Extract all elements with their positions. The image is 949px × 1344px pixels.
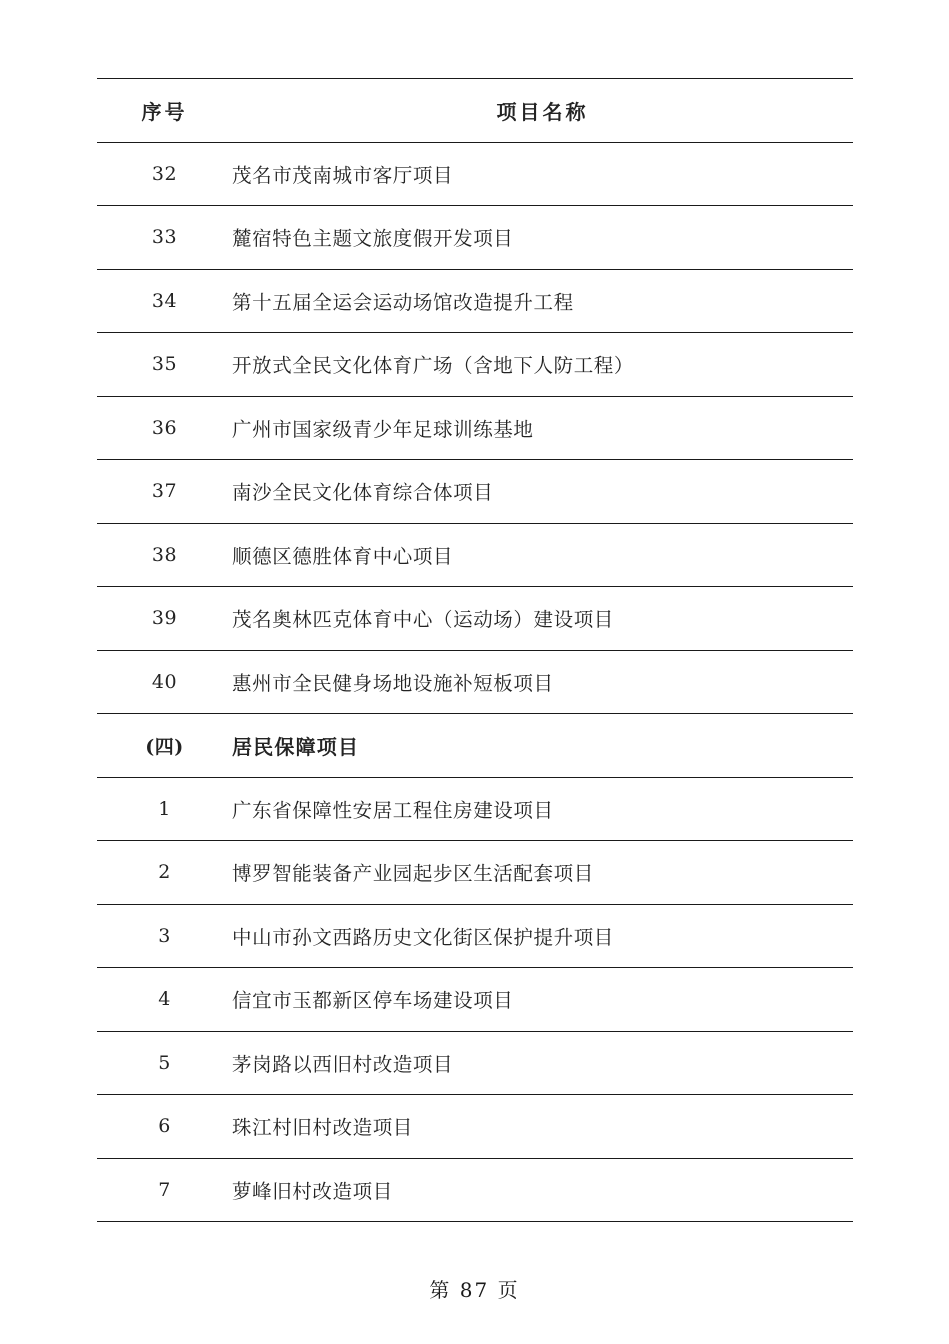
table-row [97, 904, 853, 968]
table-row [97, 269, 853, 333]
column-header-project-name: 项目名称 [232, 79, 853, 143]
cell-serial-number: 6 [97, 1095, 232, 1159]
cell-serial-number: 40 [97, 650, 232, 714]
cell-serial-number: 3 [97, 904, 232, 968]
table-row [97, 206, 853, 270]
cell-project-name: 萝峰旧村改造项目 [232, 1158, 853, 1222]
cell-serial-number: (四) [97, 714, 232, 778]
table-row [97, 460, 853, 524]
cell-project-name: 茅岗路以西旧村改造项目 [232, 1031, 853, 1095]
table-row [97, 1158, 853, 1222]
cell-project-name: 珠江村旧村改造项目 [232, 1095, 853, 1159]
table-row [97, 396, 853, 460]
cell-project-name: 茂名市茂南城市客厅项目 [232, 142, 853, 206]
table-row [97, 587, 853, 651]
table-row [97, 1031, 853, 1095]
cell-serial-number: 38 [97, 523, 232, 587]
cell-project-name: 茂名奥林匹克体育中心（运动场）建设项目 [232, 587, 853, 651]
cell-serial-number: 34 [97, 269, 232, 333]
table-row [97, 333, 853, 397]
cell-serial-number: 32 [97, 142, 232, 206]
table-header [97, 79, 853, 143]
table-row [97, 523, 853, 587]
table-row [97, 777, 853, 841]
table-row [97, 142, 853, 206]
cell-project-name: 顺德区德胜体育中心项目 [232, 523, 853, 587]
table-group-row [97, 714, 853, 778]
cell-serial-number: 33 [97, 206, 232, 270]
cell-project-name: 南沙全民文化体育综合体项目 [232, 460, 853, 524]
cell-serial-number: 1 [97, 777, 232, 841]
cell-serial-number: 37 [97, 460, 232, 524]
cell-project-name: 居民保障项目 [232, 714, 853, 778]
column-header-serial-number: 序号 [97, 79, 232, 143]
cell-serial-number: 4 [97, 968, 232, 1032]
cell-project-name: 信宜市玉都新区停车场建设项目 [232, 968, 853, 1032]
cell-project-name: 博罗智能装备产业园起步区生活配套项目 [232, 841, 853, 905]
cell-project-name: 广州市国家级青少年足球训练基地 [232, 396, 853, 460]
cell-serial-number: 7 [97, 1158, 232, 1222]
cell-project-name: 开放式全民文化体育广场（含地下人防工程） [232, 333, 853, 397]
cell-serial-number: 2 [97, 841, 232, 905]
page-footer [0, 1274, 949, 1303]
cell-project-name: 广东省保障性安居工程住房建设项目 [232, 777, 853, 841]
project-list-table [97, 78, 853, 1222]
cell-project-name: 第十五届全运会运动场馆改造提升工程 [232, 269, 853, 333]
table-row [97, 1095, 853, 1159]
page-number-label: 第 87 页 [429, 1278, 520, 1302]
cell-serial-number: 5 [97, 1031, 232, 1095]
table-header-row [97, 79, 853, 143]
cell-serial-number: 39 [97, 587, 232, 651]
cell-serial-number: 35 [97, 333, 232, 397]
table-row [97, 968, 853, 1032]
cell-project-name: 惠州市全民健身场地设施补短板项目 [232, 650, 853, 714]
project-list-table-container [97, 78, 853, 1222]
table-body [97, 142, 853, 1222]
cell-project-name: 麓宿特色主题文旅度假开发项目 [232, 206, 853, 270]
cell-project-name: 中山市孙文西路历史文化街区保护提升项目 [232, 904, 853, 968]
cell-serial-number: 36 [97, 396, 232, 460]
table-row [97, 841, 853, 905]
table-row [97, 650, 853, 714]
